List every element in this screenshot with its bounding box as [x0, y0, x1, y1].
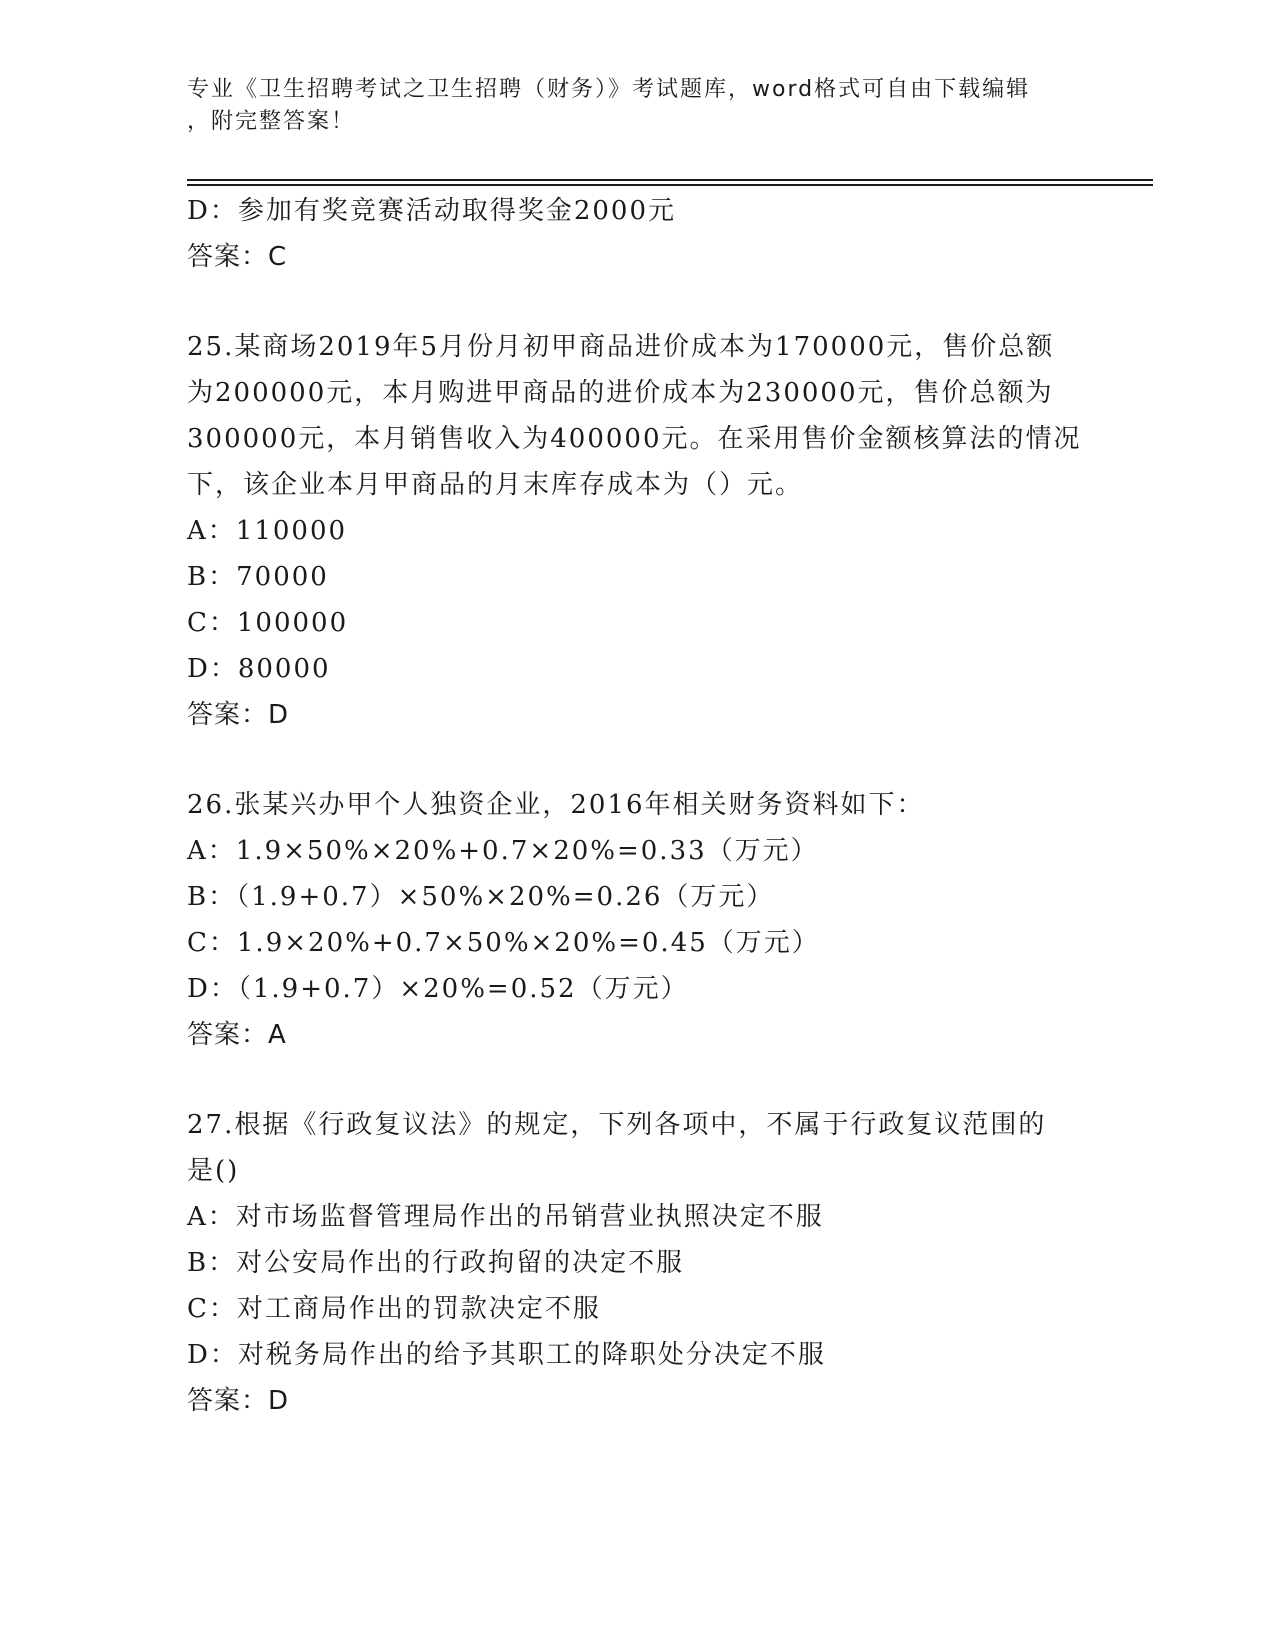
stem-line: 是() — [187, 1156, 240, 1186]
option-a: A：1.9×50%×20%+0.7×20%=0.33（万元） — [187, 836, 819, 866]
answer-line: 答案：D — [187, 1386, 290, 1416]
option-d: D：参加有奖竞赛活动取得奖金2000元 — [187, 196, 677, 226]
question-stem — [187, 1102, 1087, 1194]
option-c: C：100000 — [187, 608, 349, 638]
answer-line: 答案：D — [187, 700, 290, 730]
header-line-2: ，附完整答案！ — [187, 109, 356, 134]
question-26 — [187, 782, 1087, 1058]
option-b: B：70000 — [187, 562, 329, 592]
header-line-1: 专业《卫生招聘考试之卫生招聘（财务）》考试题库，word格式可自由下载编辑 — [187, 77, 1031, 102]
question-stem — [187, 324, 1087, 508]
answer-line: 答案：C — [187, 242, 288, 272]
option-b: B：对公安局作出的行政拘留的决定不服 — [187, 1248, 685, 1278]
option-d: D：80000 — [187, 654, 331, 684]
option-a: A：对市场监督管理局作出的吊销营业执照决定不服 — [187, 1202, 824, 1232]
header-rule-bottom — [187, 184, 1153, 186]
answer-line: 答案：A — [187, 1020, 287, 1050]
stem-line: 27.根据《行政复议法》的规定，下列各项中，不属于行政复议范围的 — [187, 1110, 1047, 1140]
document-body — [187, 188, 1087, 1424]
document-header — [187, 74, 1087, 138]
option-d: D：（1.9+0.7）×20%=0.52（万元） — [187, 974, 689, 1004]
question-stem — [187, 782, 1087, 828]
option-c: C：1.9×20%+0.7×50%×20%=0.45（万元） — [187, 928, 820, 958]
stem-line: 25.某商场2019年5月份月初甲商品进价成本为170000元，售价总额 — [187, 332, 1055, 362]
question-25 — [187, 324, 1087, 738]
option-c: C：对工商局作出的罚款决定不服 — [187, 1294, 601, 1324]
stem-line: 下，该企业本月甲商品的月末库存成本为（）元。 — [187, 470, 804, 500]
previous-question-tail — [187, 188, 1087, 280]
stem-line: 为200000元，本月购进甲商品的进价成本为230000元，售价总额为 — [187, 378, 1054, 408]
question-27 — [187, 1102, 1087, 1424]
header-rule-top — [187, 179, 1153, 181]
stem-line: 300000元，本月销售收入为400000元。在采用售价金额核算法的情况 — [187, 424, 1082, 454]
stem-line: 26.张某兴办甲个人独资企业，2016年相关财务资料如下： — [187, 790, 925, 820]
option-b: B：（1.9+0.7）×50%×20%=0.26（万元） — [187, 882, 775, 912]
option-a: A：110000 — [187, 516, 348, 546]
option-d: D：对税务局作出的给予其职工的降职处分决定不服 — [187, 1340, 826, 1370]
